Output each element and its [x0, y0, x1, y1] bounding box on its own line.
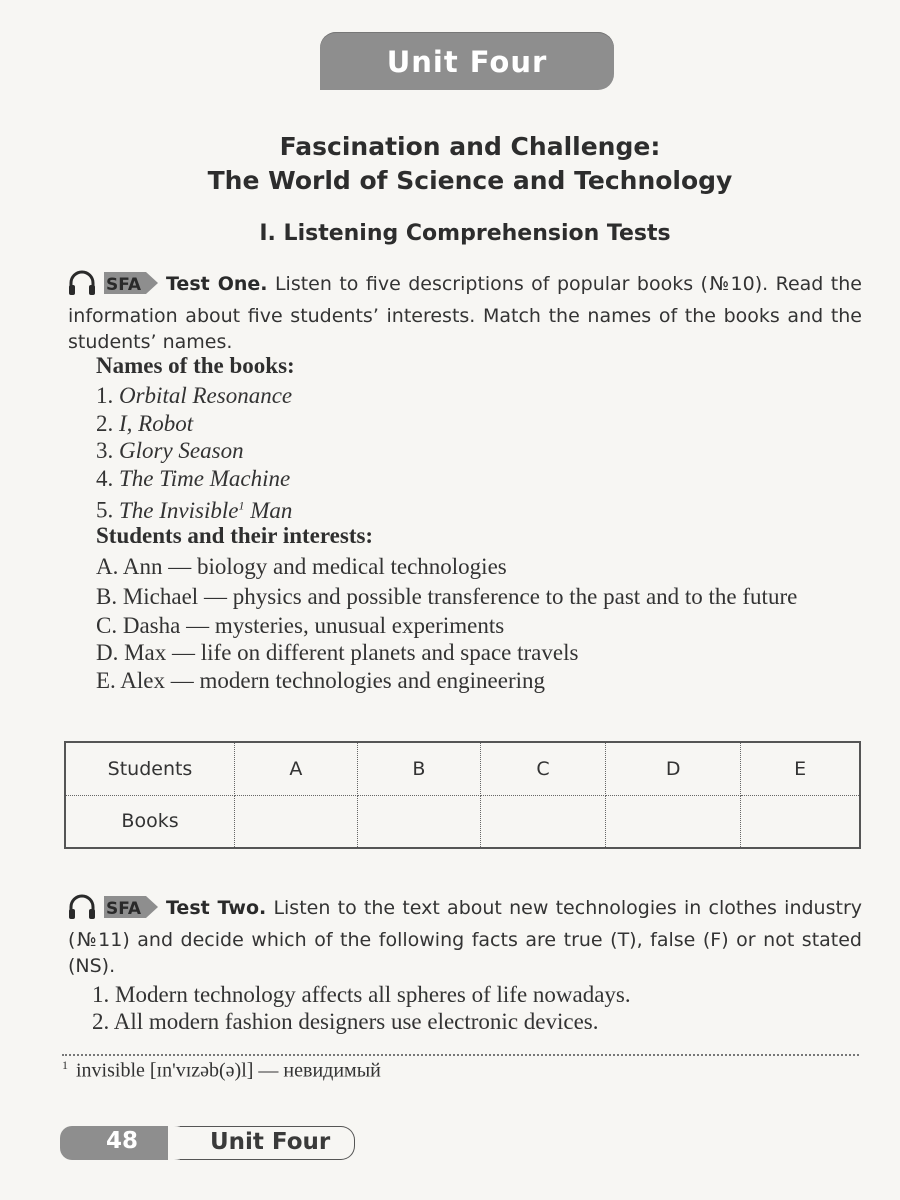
table-header-cell: B	[357, 742, 480, 795]
unit-banner	[320, 32, 614, 90]
table-header-cell: A	[235, 742, 358, 795]
books-list	[96, 382, 866, 524]
list-item: 1. Orbital Resonance	[96, 383, 293, 408]
test-one-lead: Test One.	[166, 273, 268, 295]
table-row	[65, 795, 860, 848]
audio-icons	[68, 894, 160, 927]
headphones-icon	[68, 270, 160, 296]
students-heading: Students and their interests:	[96, 523, 374, 548]
sfa-icon-label: SFA	[106, 899, 142, 919]
footnote-mark: 1	[62, 1058, 68, 1072]
footer-label: Unit Four	[210, 1129, 331, 1155]
test-one-instructions	[68, 270, 862, 355]
headphones-icon	[68, 894, 160, 920]
list-item: D. Max — life on different planets and space travels	[96, 640, 579, 665]
list-item: E. Alex — modern technologies and engineering	[96, 667, 546, 693]
footnote-text: invisible [ɪn'vɪzəb(ə)l] — невидимый	[76, 1059, 381, 1082]
table-header-cell: C	[480, 742, 605, 795]
section-title: I. Listening Comprehension Tests	[259, 221, 671, 246]
answer-cell[interactable]	[480, 795, 605, 848]
list-item: C. Dasha — mysteries, unusual experiments	[96, 612, 505, 638]
list-item: 2. I, Robot	[96, 410, 194, 436]
test-two-lead: Test Two.	[166, 897, 267, 919]
list-item: 5. The Invisible$^1$ Man	[96, 497, 293, 523]
students-list	[96, 553, 862, 694]
page-title-line-2: The World of Science and Technology	[207, 166, 733, 195]
footnote	[62, 1058, 381, 1083]
unit-banner-text: Unit Four	[386, 45, 548, 79]
table-row-label: Books	[65, 795, 235, 848]
sfa-icon-label: SFA	[106, 275, 142, 295]
list-item: A. Ann — biology and medical technologies	[96, 554, 507, 579]
test-two-text: Listen to the text about new technologies in clothes industry (№11) and decide which of the following facts are true (T), false (F) or not stated (NS).	[68, 897, 862, 977]
audio-icons	[68, 270, 160, 303]
matching-table	[64, 741, 861, 849]
list-item: 1. Modern technology affects all spheres of life nowadays.	[92, 982, 631, 1007]
test-two-instructions	[68, 894, 862, 979]
list-item: 2. All modern fashion designers use electronic devices.	[92, 1009, 599, 1034]
facts-list	[92, 981, 862, 1035]
list-item: 4. The Time Machine	[96, 465, 291, 491]
answer-cell[interactable]	[741, 795, 860, 848]
answer-cell[interactable]	[357, 795, 480, 848]
footnote-divider	[62, 1054, 859, 1056]
page-title-line-1: Fascination and Challenge:	[279, 132, 661, 161]
footnote-ref: 1	[238, 498, 245, 512]
table-row	[65, 742, 860, 795]
answer-cell[interactable]	[235, 795, 358, 848]
table-header-cell: D	[605, 742, 740, 795]
answer-cell[interactable]	[605, 795, 740, 848]
test-one-text: Listen to five descriptions of popular books (№10). Read the information about five students’ interests. Match the names of the books and the students’ names.	[68, 273, 862, 353]
list-item: B. Michael — physics and possible transference to the past and to the future	[96, 583, 798, 609]
books-heading: Names of the books:	[96, 353, 295, 378]
table-header-cell: E	[741, 742, 860, 795]
table-row-label: Students	[65, 742, 235, 795]
page-footer	[60, 1126, 356, 1160]
list-item: 3. Glory Season	[96, 438, 244, 463]
page-number: 48	[106, 1128, 139, 1154]
